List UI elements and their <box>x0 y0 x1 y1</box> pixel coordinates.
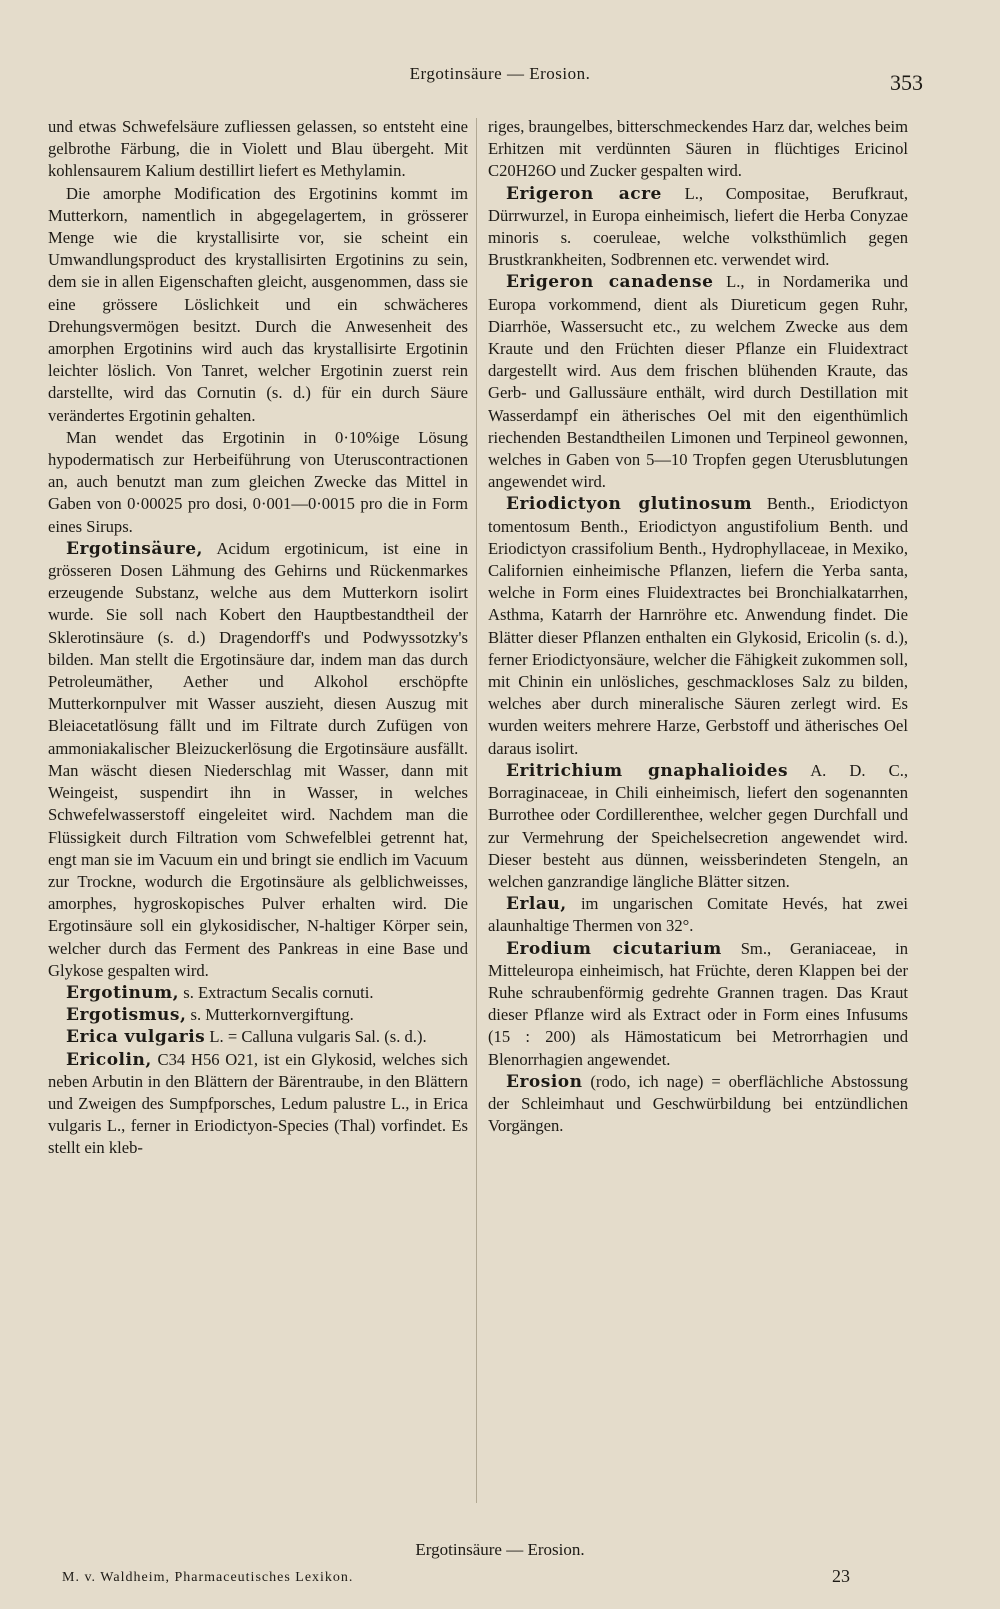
lexicon-entry <box>48 1004 468 1026</box>
entry-text: L. = Calluna vulgaris Sal. (s. d.). <box>209 1027 427 1047</box>
entry-text: A. D. C., Borraginaceae, in Chili einheimisch, liefert den sogenannten Burrothee oder Cordillerenthee, welcher gegen Durchfall und zur Vermehrung der Speichelsecretion angewendet wird. Dieser besteht aus dünnen, weissberindeten Stengeln, an welchen ganzrandige längliche Blätter sitzen. <box>488 760 908 891</box>
entry-headword: Ergotinum, <box>66 982 180 1003</box>
lexicon-entry <box>488 760 908 893</box>
lexicon-entry <box>48 1049 468 1160</box>
entry-text: Sm., Geraniaceae, in Mitteleuropa einheimisch, hat Früchte, deren Klappen bei der Ruhe schraubenförmig gedrehte Grannen tragen. Das Kraut dieser Pflanze wird als Extract oder in Form eines Infusums (15 : 200) als Hämostaticum bei Metrorrhagien und Blenorrhagien angewendet. <box>488 938 908 1069</box>
running-title: Ergotinsäure — Erosion. <box>409 64 591 83</box>
entry-text: C34 H56 O21, ist ein Glykosid, welches sich neben Arbutin in den Blättern der Bärentraube, in den Blättern und Zweigen des Sumpfporsches, Ledum palustre L., in Erica vulgaris L., ferner in Eriodictyon-Species (Thal) vorfindet. Es stellt ein kleb- <box>48 1049 468 1158</box>
entry-headword: Erlau, <box>506 894 567 915</box>
entry-text: s. Extractum Secalis cornuti. <box>183 982 374 1002</box>
lexicon-entry <box>48 538 468 982</box>
lexicon-entry <box>48 982 468 1004</box>
signature-mark: 23 <box>832 1566 850 1586</box>
lexicon-entry <box>488 271 908 493</box>
column-divider <box>476 118 477 1503</box>
paragraph <box>488 116 908 183</box>
entry-text: Die amorphe Modification des Ergotinins kommt im Mutterkorn, namentlich in abgegelagertem, in grösserer Menge wie die krystallisirte vor, sie scheint ein Umwandlungsproduct des krystallisirten Ergotinins zu sein, dem sie in allen Eigenschaften gleicht, ausgenommen, dass sie eine grössere Löslichkeit und ein schwächeres Drehungsvermögen besitzt. Durch die Anwesenheit des amorphen Ergotinins wird auch das krystallisirte Ergotinin leichter löslich. Von Tanret, welcher Ergotinin zuerst rein darstellte, wird das Cornutin (s. d.) für ein durch Säure verändertes Ergotinin gehalten. <box>48 183 468 425</box>
lexicon-entry <box>488 1071 908 1138</box>
entry-headword: Erigeron canadense <box>506 272 714 293</box>
left-column <box>48 116 468 1160</box>
entry-headword: Erica vulgaris <box>66 1027 206 1048</box>
entry-headword: Erodium cicutarium <box>506 938 722 959</box>
entry-headword: Eritrichium gnaphalioides <box>506 760 789 781</box>
entry-text: s. Mutterkornvergiftung. <box>190 1005 354 1025</box>
lexicon-entry <box>488 893 908 937</box>
entry-text: und etwas Schwefelsäure zufliessen gelassen, so entsteht eine gelbrothe Färbung, die in Violett und Blau übergeht. Mit kohlensaurem Kalium destillirt liefert es Methylamin. <box>48 117 468 181</box>
entry-text: Man wendet das Ergotinin in 0·10%ige Lösung hypodermatisch zur Herbeiführung von Uteruscontractionen an, auch benutzt man zum gleichen Zwecke das Mittel in Gaben von 0·00025 pro dosi, 0·001—0·0015 pro die in Form eines Sirups. <box>48 427 468 536</box>
lexicon-entry <box>488 938 908 1071</box>
entry-text: riges, braungelbes, bitterschmeckendes Harz dar, welches beim Erhitzen mit verdünnten Säuren in flüchtiges Ericinol C20H26O und Zucker gespalten wird. <box>488 117 909 181</box>
entry-text: L., Compositae, Berufkraut, Dürrwurzel, in Europa einheimisch, liefert die Herba Conyzae minoris s. coeruleae, welche volksthümlich gegen Brustkrankheiten, Sodbrennen etc. verwendet wird. <box>488 183 908 270</box>
lexicon-entry <box>48 1026 468 1048</box>
paragraph <box>48 116 468 183</box>
lexicon-entry <box>488 183 908 272</box>
entry-text: im ungarischen Comitate Hevés, hat zwei alaunhaltige Thermen von 32°. <box>488 894 908 936</box>
paragraph <box>48 427 468 538</box>
entry-text: L., in Nordamerika und Europa vorkommend, dient als Diureticum gegen Ruhr, Diarrhöe, Wassersucht etc., zu welchem Zwecke aus dem Kraute und den Früchten dieser Pflanze ein Fluidextract dargestellt wird. Aus dem frischen blühenden Kraute, das Gerb- und Gallussäure enthält, wird durch Destillation mit Wasserdampf ein ätherisches Oel mit den eigenthümlich riechenden Bestandtheilen Limonen und Terpineol gewonnen, welches in Gaben von 5—10 Tropfen gegen Uterusblutungen angewendet wird. <box>488 272 909 492</box>
entry-text: Acidum ergotinicum, ist eine in grösseren Dosen Lähmung des Gehirns und Rückenmarkes erzeugende Substanz, welche aus dem Mutterkorn isolirt wurde. Sie soll nach Kobert den Hauptbestandtheil der Sklerotinsäure (s. d.) Dragendorff's und Podwyssotzky's bilden. Man stellt die Ergotinsäure dar, indem man das durch Petroleumäther, Aether und Alkohol erschöpfte Mutterkornpulver mit Wasser auszieht, diesen Auszug mit Bleiacetatlösung fällt und im Filtrate durch Zufügen von ammoniakalischer Bleizuckerlösung die Ergotinsäure ausfällt. Man wäscht diesen Niederschlag mit Wasser, dann mit Weingeist, suspendirt ihn in Wasser, in welches Schwefelwasserstoff eingeleitet wird. Nachdem man die Flüssigkeit durch Filtration vom Schwefelblei getrennt hat, engt man sie im Vacuum ein und bringt sie endlich im Vacuum zur Trockne, wodurch die Ergotinsäure als gelblichweisses, amorphes, hygroskopisches Pulver erhalten wird. Die Ergotinsäure soll ein glykosidischer, N-haltiger Körper sein, welcher durch das Ferment des Pankreas in eine Base und Glykose gespalten wird. <box>48 538 469 980</box>
right-column <box>488 116 908 1137</box>
entry-headword: Ergotinsäure, <box>66 538 203 559</box>
entry-headword: Ergotismus, <box>66 1005 187 1026</box>
entry-headword: Erosion <box>506 1071 583 1092</box>
entry-text: Benth., Eriodictyon tomentosum Benth., Eriodictyon angustifolium Benth. und Eriodictyon crassifolium Benth., Hydrophyllaceae, in Mexiko, Californien einheimische Pflanzen, liefern die Yerba santa, welche in Form eines Fluidextractes bei Bronchialkatarrhen, Asthma, Katarrh der Harnröhre etc. Anwendung findet. Die Blätter dieser Pflanzen enthalten ein Glykosid, Ericolin (s. d.), ferner Eriodictyonsäure, welcher die Fähigkeit zukommen soll, mit Chinin ein unlösliches, geschmackloses Salz zu bilden, welches aber durch mineralische Säuren zerlegt wird. Es wurden weiters mehrere Harze, Gerbstoff und ätherisches Oel daraus isolirt. <box>488 494 908 758</box>
entry-headword: Eriodictyon glutinosum <box>506 494 753 515</box>
footer-title: Ergotinsäure — Erosion. <box>415 1540 585 1559</box>
entry-headword: Ericolin, <box>66 1049 152 1070</box>
entry-text: (rodo, ich nage) = oberflächliche Abstossung der Schleimhaut und Geschwürbildung bei entzündlichen Vorgängen. <box>488 1071 908 1136</box>
page-number: 353 <box>890 70 923 95</box>
lexicon-entry <box>488 493 908 759</box>
footer-imprint: M. v. Waldheim, Pharmaceutisches Lexikon. <box>62 1570 354 1585</box>
entry-headword: Erigeron acre <box>506 183 662 204</box>
paragraph <box>48 183 468 427</box>
